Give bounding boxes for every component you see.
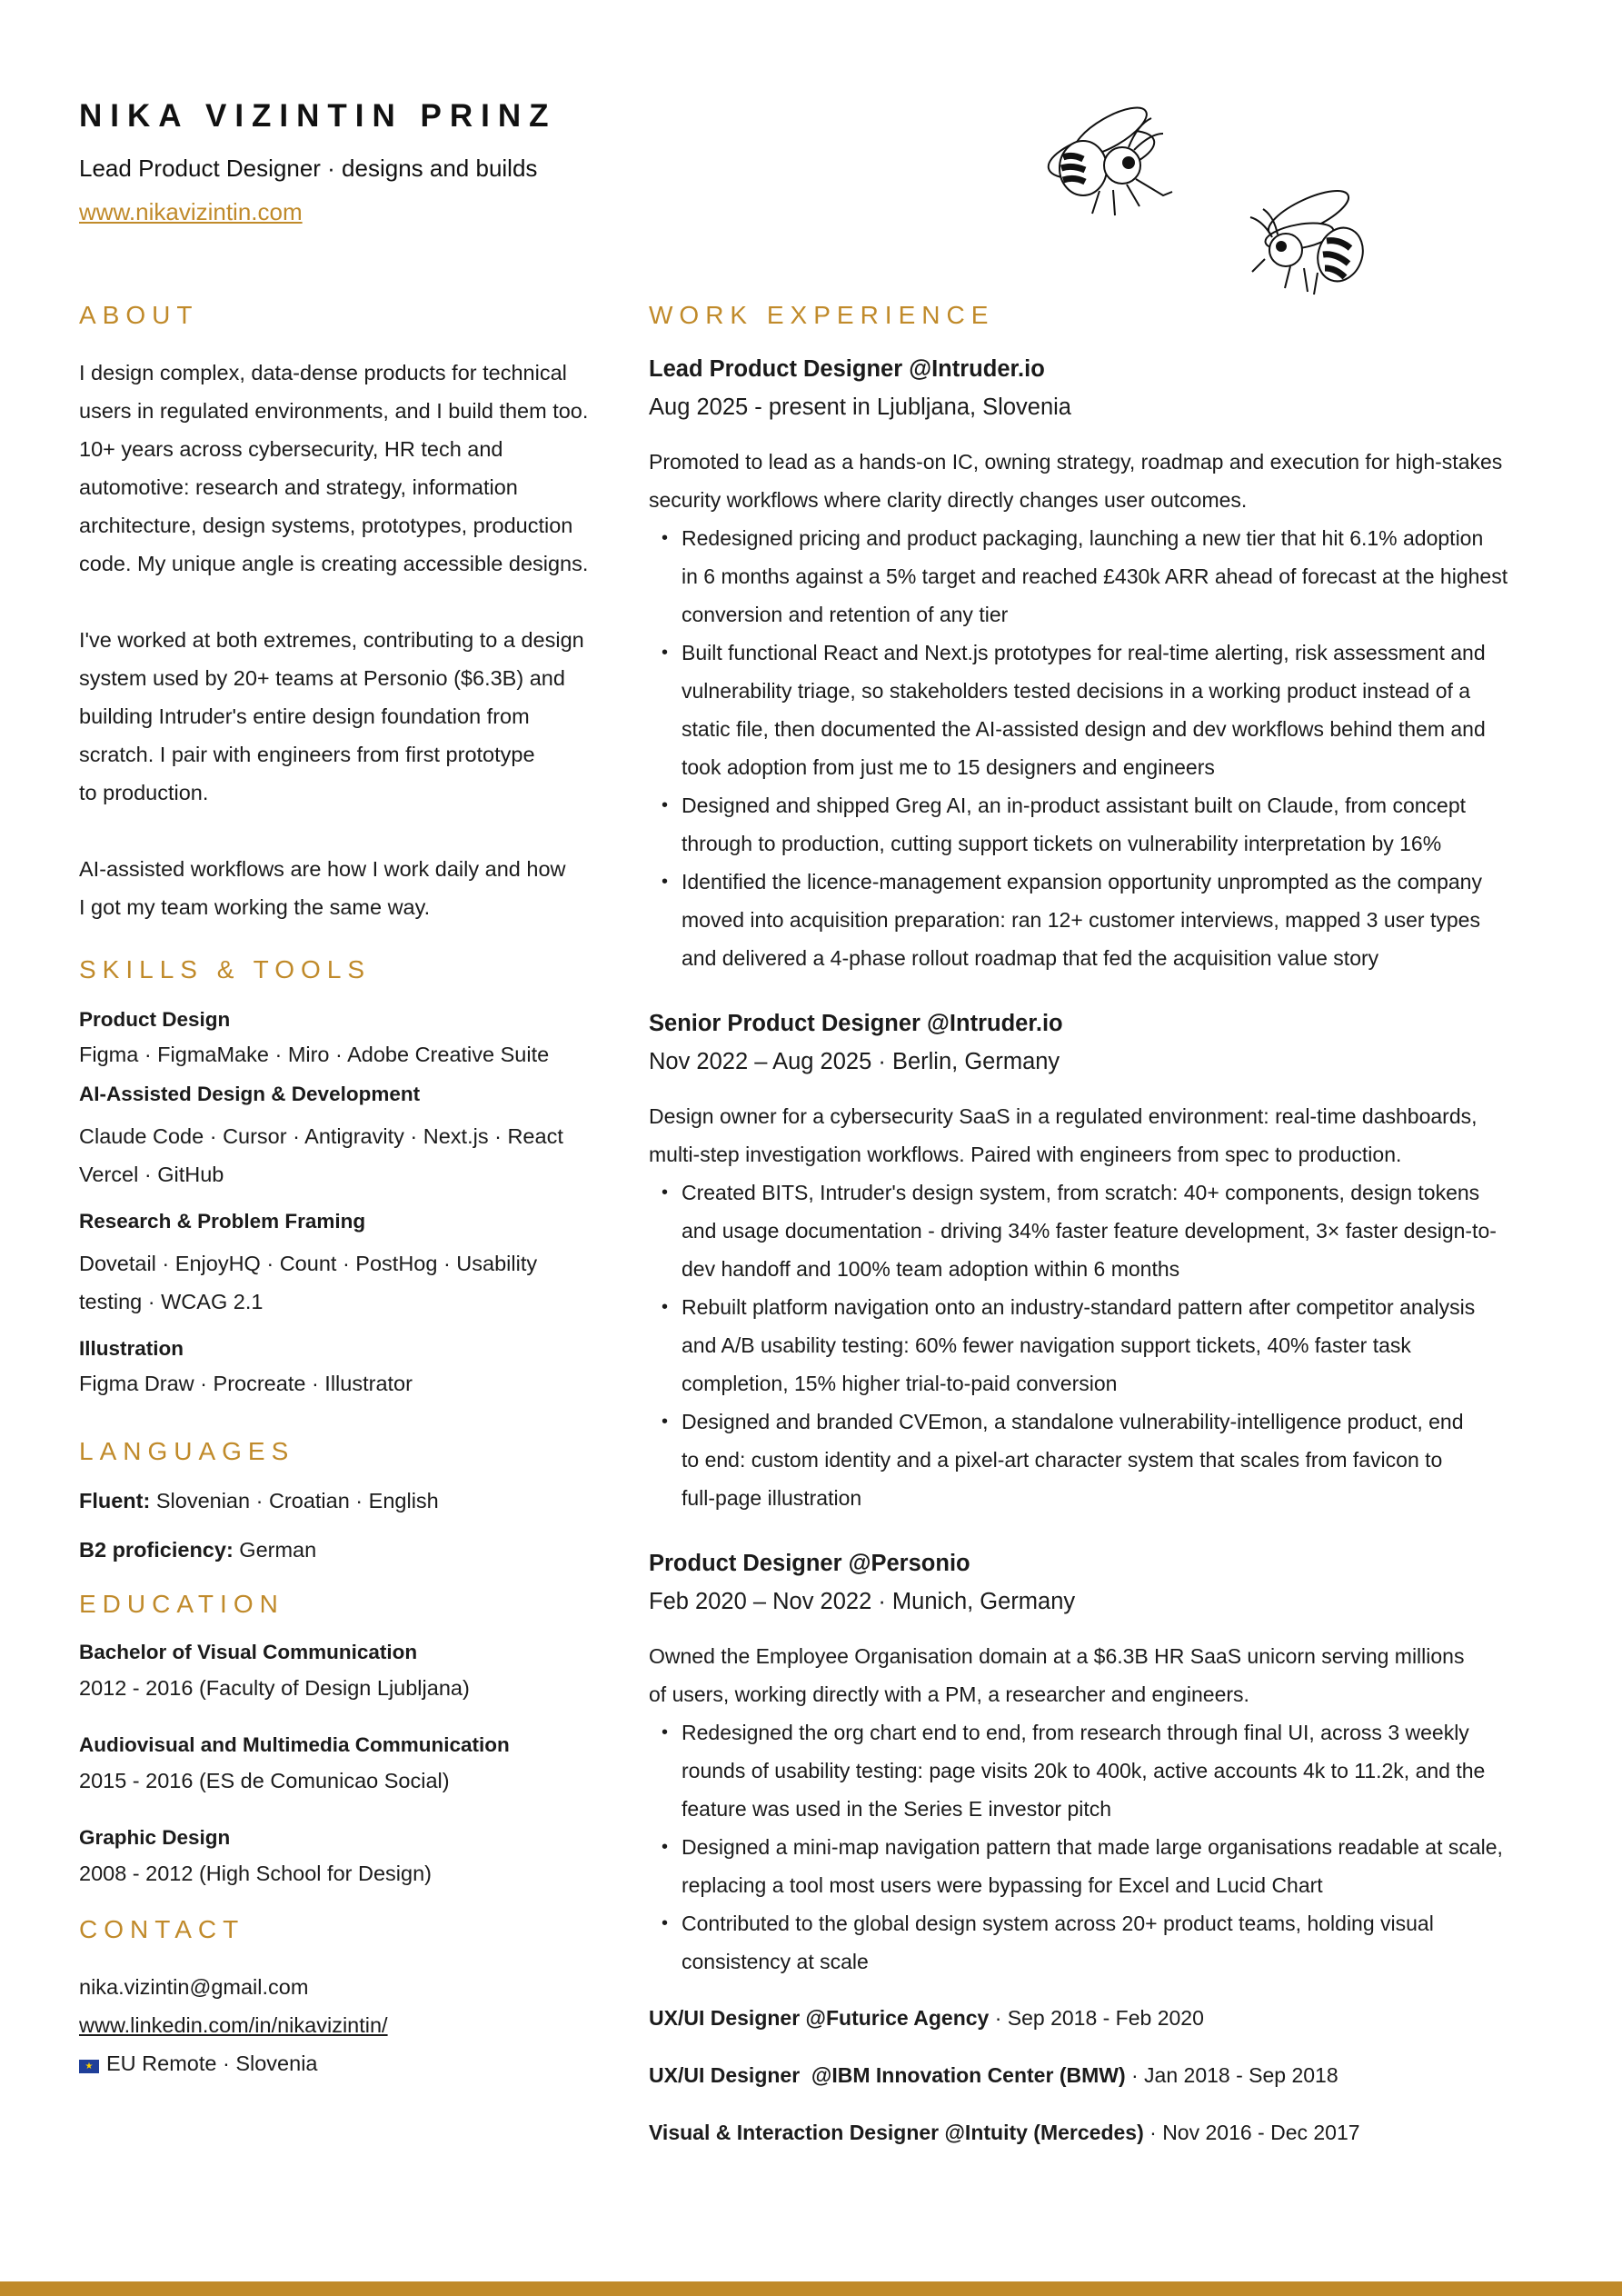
text-line: automotive: research and strategy, information — [79, 475, 518, 499]
text-line: Redesigned the org chart end to end, from research through final UI, across 3 weekly — [682, 1721, 1469, 1744]
education-meta: 2015 - 2016 (ES de Comunicao Social) — [79, 1769, 450, 1792]
language-label: B2 proficiency: — [79, 1538, 234, 1562]
contact-section — [79, 1968, 615, 2082]
list-item — [649, 1904, 1557, 1981]
about-paragraph — [79, 850, 615, 926]
job-summary — [649, 1097, 1557, 1173]
short-job-title: UX/UI Designer @Futurice Agency — [649, 2006, 990, 2030]
about-section — [79, 354, 615, 926]
job-title: Lead Product Designer @Intruder.io — [649, 356, 1045, 382]
short-job-title: UX/UI Designer @IBM Innovation Center (BMW) — [649, 2063, 1126, 2087]
about-paragraph — [79, 621, 615, 812]
list-item — [649, 1828, 1557, 1904]
list-item — [649, 519, 1557, 634]
languages-section — [79, 1482, 615, 1568]
job-title: Product Designer @Personio — [649, 1551, 970, 1576]
text-line: Promoted to lead as a hands-on IC, owning strategy, roadmap and execution for high-stakes — [649, 450, 1503, 474]
job-entry — [649, 1544, 1557, 1981]
short-job-title: Visual & Interaction Designer @Intuity (Mercedes) — [649, 2121, 1144, 2144]
skill-group-name: AI-Assisted Design & Development — [79, 1083, 421, 1105]
text-line: Rebuilt platform navigation onto an industry-standard pattern after competitor analysis — [682, 1295, 1476, 1319]
language-label: Fluent: — [79, 1489, 151, 1512]
text-line: dev handoff and 100% team adoption within 6 months — [682, 1257, 1180, 1281]
text-line: code. My unique angle is creating accessible designs. — [79, 552, 589, 575]
language-value: Slovenian · Croatian · English — [150, 1489, 439, 1512]
job-entry — [649, 1004, 1557, 1517]
language-row — [79, 1482, 615, 1519]
job-bullets — [649, 519, 1557, 977]
education-degree: Bachelor of Visual Communication — [79, 1641, 418, 1663]
job-bullets — [649, 1713, 1557, 1981]
footer-accent-bar — [0, 2281, 1622, 2296]
text-line: full-page illustration — [682, 1486, 862, 1510]
text-line: Design owner for a cybersecurity SaaS in a regulated environment: real-time dashboards, — [649, 1104, 1478, 1128]
short-job-meta: · Jan 2018 - Sep 2018 — [1125, 2063, 1338, 2087]
text-line: moved into acquisition preparation: ran 12+ customer interviews, mapped 3 user types — [682, 908, 1480, 932]
list-item — [649, 1713, 1557, 1828]
text-line: replacing a tool most users were bypassing for Excel and Lucid Chart — [682, 1873, 1323, 1897]
text-line: rounds of usability testing: page visits 20k to 400k, active accounts 4k to 11.2k, and the — [682, 1759, 1486, 1782]
job-summary — [649, 443, 1557, 519]
skills-section — [79, 1003, 615, 1401]
text-line: through to production, cutting support tickets on vulnerability interpretation by 16% — [682, 832, 1442, 855]
text-line: multi-step investigation workflows. Paired with engineers from spec to production. — [649, 1143, 1402, 1166]
short-job-row — [649, 2113, 1557, 2151]
text-line: I got my team working the same way. — [79, 895, 431, 919]
education-meta: 2012 - 2016 (Faculty of Design Ljubljana) — [79, 1676, 470, 1700]
list-item — [649, 1403, 1557, 1517]
text-line: Designed and shipped Greg AI, an in-product assistant built on Claude, from concept — [682, 794, 1467, 817]
earlier-jobs — [649, 1999, 1557, 2151]
text-line: consistency at scale — [682, 1950, 869, 1973]
skill-group-values — [79, 1244, 615, 1321]
text-line: completion, 15% higher trial-to-paid conversion — [682, 1372, 1118, 1395]
education-degree: Audiovisual and Multimedia Communication — [79, 1733, 510, 1756]
education-meta: 2008 - 2012 (High School for Design) — [79, 1862, 432, 1885]
page-title: NIKA VIZINTIN PRINZ — [79, 98, 557, 134]
text-line: building Intruder's entire design foundation from — [79, 704, 530, 728]
job-bullets — [649, 1173, 1557, 1517]
tagline: Lead Product Designer · designs and builds — [79, 155, 538, 182]
text-line: Owned the Employee Organisation domain at a $6.3B HR SaaS unicorn serving millions — [649, 1644, 1465, 1668]
job-entry — [649, 350, 1557, 977]
text-line: scratch. I pair with engineers from first prototype — [79, 743, 535, 766]
short-job-row — [649, 1999, 1557, 2037]
education-degree: Graphic Design — [79, 1826, 231, 1849]
languages-heading: LANGUAGES — [79, 1437, 295, 1465]
contact-heading: CONTACT — [79, 1915, 245, 1943]
list-item — [649, 786, 1557, 863]
text-line: and usage documentation - driving 34% faster feature development, 3× faster design-to- — [682, 1219, 1497, 1243]
bee-illustration-icon — [1027, 77, 1408, 314]
text-line: and A/B usability testing: 60% fewer navigation support tickets, 40% faster task — [682, 1333, 1411, 1357]
text-line: I've worked at both extremes, contributing to a design — [79, 628, 584, 652]
text-line: Redesigned pricing and product packaging, launching a new tier that hit 6.1% adoption — [682, 526, 1484, 550]
text-line: and delivered a 4-phase rollout roadmap that fed the acquisition value story — [682, 946, 1379, 970]
text-line: Built functional React and Next.js prototypes for real-time alerting, risk assessment and — [682, 641, 1486, 664]
job-meta: Nov 2022 – Aug 2025 · Berlin, Germany — [649, 1049, 1060, 1074]
location-row — [79, 2044, 615, 2082]
short-job-row — [649, 2056, 1557, 2094]
text-line: took adoption from just me to 15 designers and engineers — [682, 755, 1215, 779]
job-summary — [649, 1637, 1557, 1713]
text-line: Claude Code · Cursor · Antigravity · Next.js · React — [79, 1124, 563, 1148]
text-line: conversion and retention of any tier — [682, 603, 1009, 626]
text-line: to end: custom identity and a pixel-art character system that scales from favicon to — [682, 1448, 1443, 1472]
skills-heading: SKILLS & TOOLS — [79, 955, 372, 983]
eu-flag-icon: ★ — [79, 2060, 99, 2073]
skill-group-values — [79, 1117, 615, 1193]
text-line: of users, working directly with a PM, a researcher and engineers. — [649, 1682, 1249, 1706]
job-title: Senior Product Designer @Intruder.io — [649, 1011, 1063, 1036]
text-line: vulnerability triage, so stakeholders tested decisions in a working product instead of a — [682, 679, 1471, 703]
skill-group-values: Figma · FigmaMake · Miro · Adobe Creative Suite — [79, 1043, 550, 1066]
text-line: Contributed to the global design system across 20+ product teams, holding visual — [682, 1912, 1434, 1935]
list-item — [649, 634, 1557, 786]
text-line: security workflows where clarity directly changes user outcomes. — [649, 488, 1248, 512]
text-line: Designed and branded CVEmon, a standalone vulnerability-intelligence product, end — [682, 1410, 1464, 1433]
about-heading: ABOUT — [79, 301, 199, 329]
text-line: AI-assisted workflows are how I work daily and how — [79, 857, 566, 881]
location-text: EU Remote · Slovenia — [106, 2051, 318, 2075]
text-line: Identified the licence-management expansion opportunity unprompted as the company — [682, 870, 1482, 893]
left-column — [79, 297, 615, 2082]
text-line: in 6 months against a 5% target and reached £430k ARR ahead of forecast at the highest — [682, 564, 1508, 588]
skill-group-name: Research & Problem Framing — [79, 1210, 366, 1233]
job-meta: Aug 2025 - present in Ljubljana, Slovenia — [649, 394, 1071, 420]
education-heading: EDUCATION — [79, 1590, 284, 1618]
experience-heading: WORK EXPERIENCE — [649, 301, 995, 329]
job-meta: Feb 2020 – Nov 2022 · Munich, Germany — [649, 1589, 1076, 1614]
website-link[interactable]: www.nikavizintin.com — [79, 198, 303, 225]
list-item — [649, 1173, 1557, 1288]
text-line: to production. — [79, 781, 209, 804]
text-line: Designed a mini-map navigation pattern that made large organisations readable at scale, — [682, 1835, 1503, 1859]
short-job-meta: · Sep 2018 - Feb 2020 — [989, 2006, 1204, 2030]
language-row — [79, 1532, 615, 1568]
education-section — [79, 1635, 615, 1892]
skill-group-name: Product Design — [79, 1008, 231, 1031]
resume-header — [79, 98, 557, 226]
text-line: Vercel · GitHub — [79, 1163, 224, 1186]
text-line: 10+ years across cybersecurity, HR tech and — [79, 437, 503, 461]
text-line: Dovetail · EnjoyHQ · Count · PostHog · Usability — [79, 1252, 538, 1275]
list-item — [649, 863, 1557, 977]
text-line: users in regulated environments, and I build them too. — [79, 399, 589, 423]
right-column — [649, 297, 1557, 2151]
text-line: system used by 20+ teams at Personio ($6.3B) and — [79, 666, 565, 690]
text-line: Created BITS, Intruder's design system, from scratch: 40+ components, design tokens — [682, 1181, 1480, 1204]
text-line: static file, then documented the AI-assisted design and dev workflows behind them and — [682, 717, 1486, 741]
linkedin-link[interactable]: www.linkedin.com/in/nikavizintin/ — [79, 2013, 388, 2037]
text-line: feature was used in the Series E investor pitch — [682, 1797, 1112, 1821]
short-job-meta: · Nov 2016 - Dec 2017 — [1143, 2121, 1360, 2144]
list-item — [649, 1288, 1557, 1403]
text-line: architecture, design systems, prototypes, production — [79, 514, 573, 537]
skill-group-values: Figma Draw · Procreate · Illustrator — [79, 1372, 413, 1395]
text-line: testing · WCAG 2.1 — [79, 1290, 264, 1313]
email-text[interactable]: nika.vizintin@gmail.com — [79, 1975, 309, 1999]
text-line: I design complex, data-dense products for technical — [79, 361, 567, 384]
about-paragraph — [79, 354, 615, 583]
skill-group-name: Illustration — [79, 1337, 184, 1360]
language-value: German — [233, 1538, 317, 1562]
